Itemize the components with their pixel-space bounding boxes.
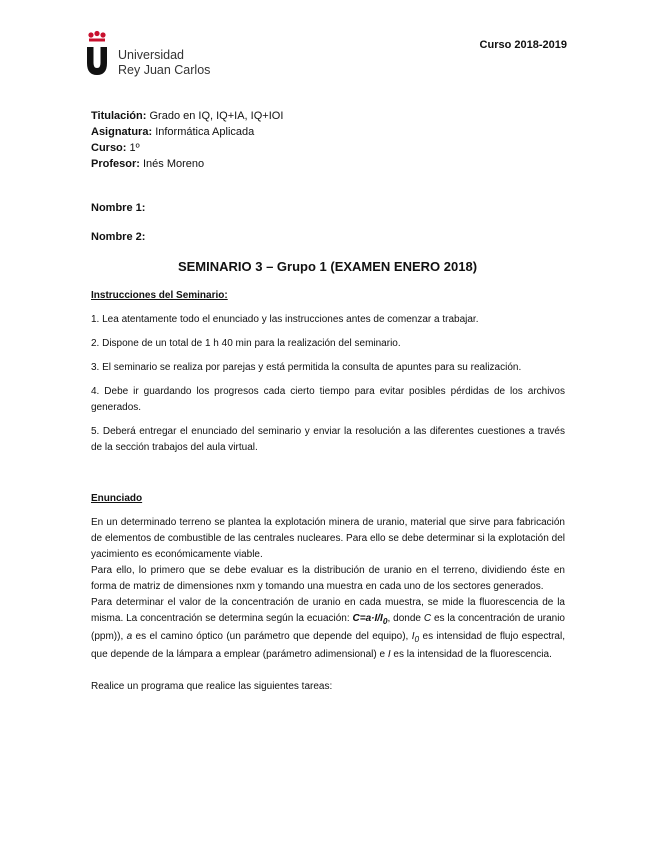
asignatura-value: Informática Aplicada <box>155 126 255 138</box>
curso-row <box>91 140 283 156</box>
instruction-item-2: 2. Dispone de un total de 1 h 40 min para la realización del seminario. <box>91 338 401 349</box>
p3-text-e: es intensidad de flujo espectral, que depende de la lámpara a emplear (parámetro adimensional) e <box>91 631 565 660</box>
p3-text-f: es la intensidad de la fluorescencia. <box>390 649 552 660</box>
course-meta <box>91 108 283 172</box>
symbol-a: a <box>126 631 133 642</box>
university-name <box>118 48 210 78</box>
profesor-row <box>91 156 283 172</box>
instruction-item-3: 3. El seminario se realiza por parejas y está permitida la consulta de apuntes para su realización. <box>91 362 522 373</box>
concentration-equation <box>353 613 388 624</box>
instructions-section <box>91 288 565 456</box>
crown-u-icon <box>84 30 110 76</box>
titulacion-label: Titulación: <box>91 110 147 122</box>
course-year: Curso 2018-2019 <box>479 39 567 51</box>
enunciado-section <box>91 491 565 695</box>
university-line1: Universidad <box>118 48 185 62</box>
enunciado-paragraph-3 <box>91 595 565 663</box>
titulacion-value: Grado en IQ, IQ+IA, IQ+IOI <box>149 110 284 122</box>
symbol-i0-subscript: 0 <box>414 634 420 644</box>
p3-text-b: , donde <box>387 613 424 624</box>
curso-value: 1º <box>129 142 140 154</box>
instructions-heading: Instrucciones del Seminario: <box>91 290 228 301</box>
titulacion-row <box>91 108 283 124</box>
enunciado-paragraph-1: En un determinado terreno se plantea la explotación minera de uranio, material que sirve para fabricación de elementos de combustible de las centrales nucleares. Para ello se debe determinar si la explotación del yacimiento es económicamente viable. <box>91 517 565 560</box>
p3-text-c: es la concentración de uranio (ppm)), <box>91 613 565 642</box>
university-line2: Rey Juan Carlos <box>118 63 211 77</box>
asignatura-label: Asignatura: <box>91 126 153 138</box>
enunciado-paragraph-4: Realice un programa que realice las siguientes tareas: <box>91 681 333 692</box>
university-logo <box>84 30 224 82</box>
nombre-2-field: Nombre 2: <box>91 231 146 243</box>
symbol-c: C <box>423 613 432 624</box>
instruction-item-4: 4. Debe ir guardando los progresos cada cierto tiempo para evitar posibles pérdidas de los archivos generados. <box>91 386 565 413</box>
curso-label: Curso: <box>91 142 127 154</box>
nombre-1-field: Nombre 1: <box>91 202 146 214</box>
document-title: SEMINARIO 3 – Grupo 1 (EXAMEN ENERO 2018) <box>177 259 478 274</box>
equation-subscript: 0 <box>382 616 388 626</box>
equation-text: C=a·I/I <box>352 613 383 624</box>
profesor-label: Profesor: <box>91 158 140 170</box>
symbol-i: I <box>387 649 391 660</box>
profesor-value: Inés Moreno <box>142 158 205 170</box>
p3-text-a: Para determinar el valor de la concentración de uranio en cada muestra, se mide la fluorescencia de la misma. La concentración se determina según la ecuación: <box>91 597 565 624</box>
asignatura-row <box>91 124 283 140</box>
p3-text-d: es el camino óptico (un parámetro que depende del equipo), <box>132 631 412 642</box>
instruction-item-5: 5. Deberá entregar el enunciado del seminario y enviar la resolución a las diferentes cuestiones a través de la sección trabajos del aula virtual. <box>91 426 565 453</box>
enunciado-paragraph-2: Para ello, lo primero que se debe evaluar es la distribución de uranio en el terreno, dividiendo éste en forma de matriz de dimensiones nxm y tomando una muestra en cada uno de los sectores generados. <box>91 565 565 592</box>
enunciado-heading: Enunciado <box>91 493 143 504</box>
symbol-i0-letter: I <box>411 631 415 642</box>
instruction-item-1: 1. Lea atentamente todo el enunciado y las instrucciones antes de comenzar a trabajar. <box>91 314 479 325</box>
